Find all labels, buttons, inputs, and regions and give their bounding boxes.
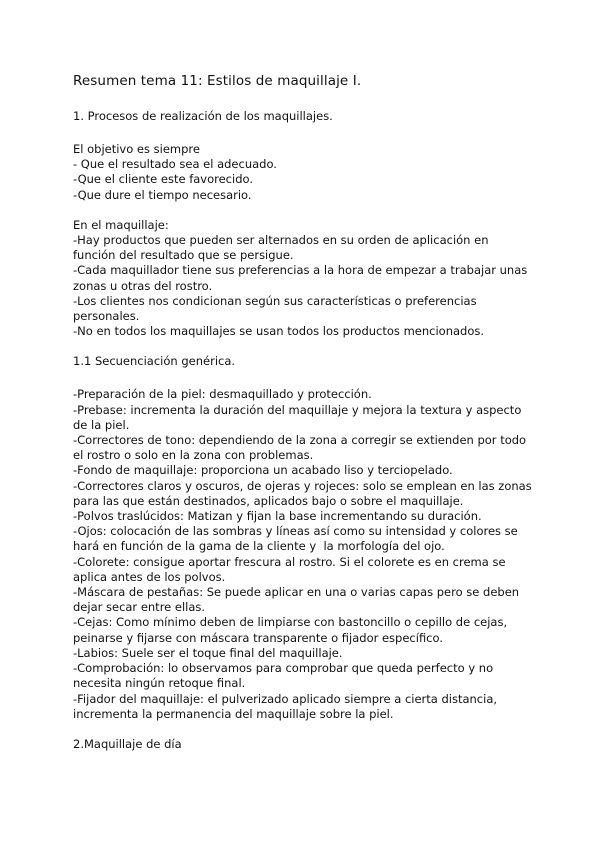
section-1-heading: 1. Procesos de realización de los maquillajes. (73, 109, 333, 123)
objective-line: -Que el cliente este favorecido. (73, 172, 253, 187)
sequence-item: -Correctores claros y oscuros, de ojeras y rojeces: solo se emplean en las zonas para las que están destinados, aplicados bajo o sobre el maquillaje. (73, 478, 536, 508)
objective-line: El objetivo es siempre (73, 142, 200, 156)
objective-line: -Que dure el tiempo necesario. (73, 187, 252, 202)
objective-paragraph (73, 142, 533, 203)
sequence-item: -Labios: Suele ser el toque final del maquillaje. (73, 645, 343, 660)
sequence-item: -Comprobación: lo observamos para comprobar que queda perfecto y no necesita ningún retoque final. (73, 661, 497, 691)
section-1-1-heading: 1.1 Secuenciación genérica. (73, 354, 236, 369)
sequence-item: -Preparación de la piel: desmaquillado y protección. (73, 387, 372, 402)
sequence-item: -Fijador del maquillaje: el pulverizado aplicado siempre a cierta distancia, incrementa la permanencia del maquillaje sobre la piel. (73, 691, 501, 721)
maquillaje-line: -Los clientes nos condicionan según sus características o preferencias personales. (73, 293, 481, 324)
document-content (73, 72, 536, 770)
objective-line: - Que el resultado sea el adecuado. (73, 157, 277, 172)
sequence-item: -Máscara de pestañas: Se puede aplicar en una o varias capas pero se deben dejar secar entre ellas. (73, 585, 523, 615)
sequence-item: -Cejas: Como mínimo deben de limpiarse con bastoncillo o cepillo de cejas, peinarse y fijarse con máscara transparente o fijador específico. (73, 615, 511, 645)
document-title: Resumen tema 11: Estilos de maquillaje I. (73, 73, 362, 89)
sequence-item: -Colorete: consigue aportar frescura al rostro. Si el colorete es en crema se aplica antes de los polvos. (73, 554, 510, 584)
sequence-paragraph (73, 387, 536, 721)
sequence-item: -Correctores de tono: dependiendo de la zona a corregir se extienden por todo el rostro o solo en la zona con problemas. (73, 433, 530, 463)
maquillaje-line: -No en todos los maquillajes se usan todos los productos mencionados. (73, 324, 485, 339)
maquillaje-line: -Cada maquillador tiene sus preferencias a la hora de empezar a trabajar unas zonas u otras del rostro. (73, 263, 531, 293)
section-2-heading: 2.Maquillaje de día (73, 736, 182, 751)
sequence-item: -Polvos traslúcidos: Matizan y fijan la base incrementando su duración. (73, 509, 482, 524)
maquillaje-paragraph (73, 218, 533, 340)
sequence-item: -Ojos: colocación de las sombras y líneas así como su intensidad y colores se hará en función de la gama de la cliente y la morfología del ojo. (73, 524, 522, 554)
maquillaje-line: -Hay productos que pueden ser alternados en su orden de aplicación en función del resultado que se persigue. (73, 233, 493, 263)
sequence-item: -Prebase: incrementa la duración del maquillaje y mejora la textura y aspecto de la piel. (73, 402, 526, 432)
sequence-item: -Fondo de maquillaje: proporciona un acabado liso y terciopelado. (73, 463, 453, 478)
maquillaje-line: En el maquillaje: (73, 217, 169, 232)
